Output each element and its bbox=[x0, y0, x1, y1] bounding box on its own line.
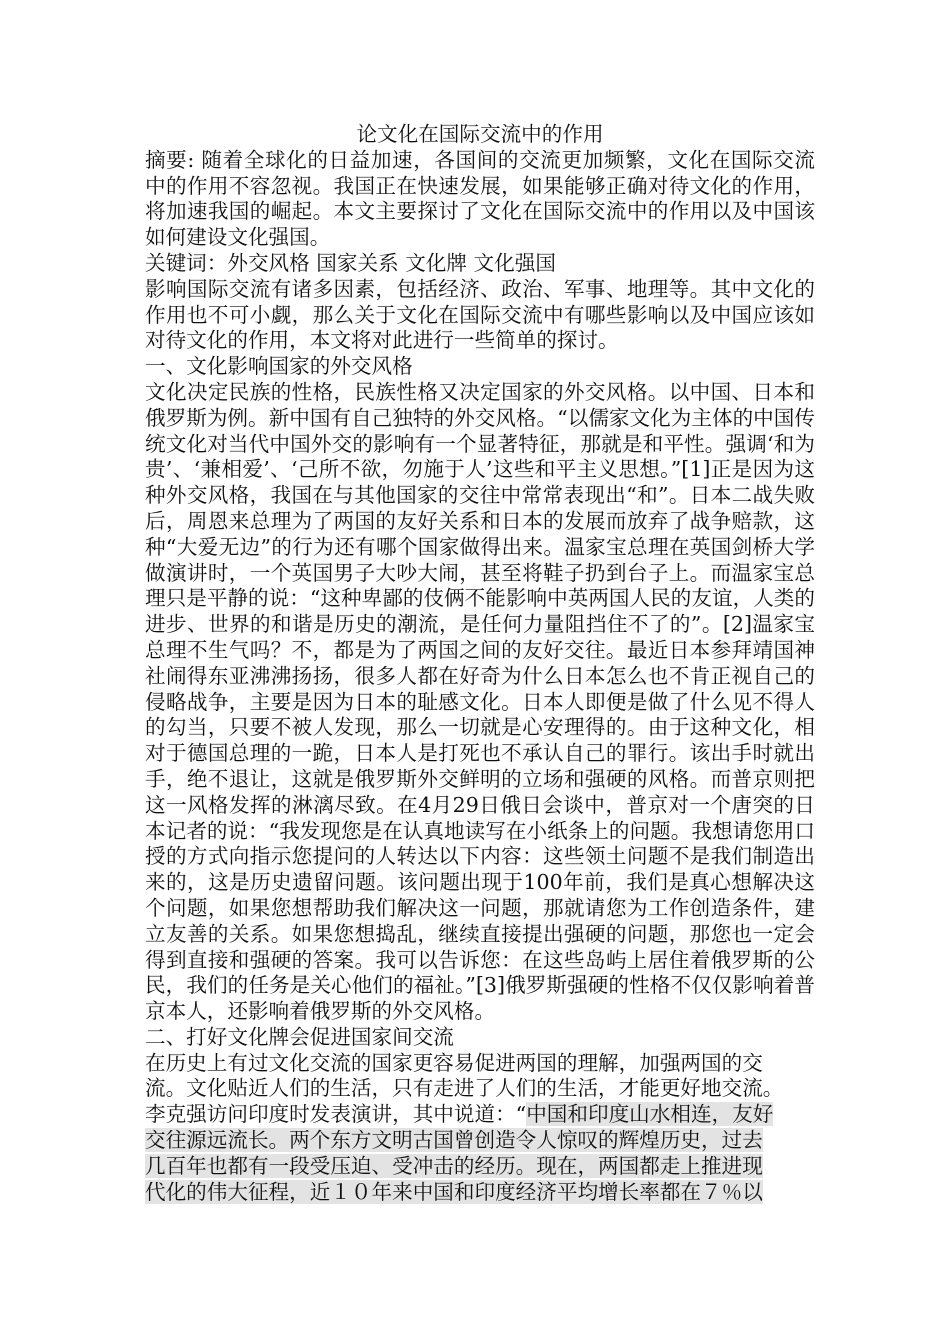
section2-quote-line bbox=[145, 1102, 815, 1128]
quote-intro: 李克强访问印度时发表演讲，其中说道：“ bbox=[145, 1102, 527, 1127]
highlighted-quote: 几百年也都有一段受压迫、受冲击的经历。现在，两国都走上推进现 bbox=[145, 1153, 763, 1178]
section2-heading: 二、打好文化牌会促进国家间交流 bbox=[145, 1024, 454, 1049]
section2-quote-line bbox=[145, 1154, 815, 1180]
section2-line: 在历史上有过文化交流的国家更容易促进两国的理解，加强两国的交 bbox=[145, 1050, 763, 1075]
section2-quote-line bbox=[145, 1180, 815, 1206]
section1-paragraph: 文化决定民族的性格，民族性格又决定国家的外交风格。以中国、日本和俄罗斯为例。新中国有自己独特的外交风格。“以儒家文化为主体的中国传统文化对当代中国外交的影响有一个显著特征，那就是和平性。强调‘和为贵’、‘兼相爱’、‘己所不欲，勿施于人’这些和平主义思想。”[1]正是因为这种外交风格，我国在与其他国家的交往中常常表现出“和”。日本二战失败后，周恩来总理为了两国的友好关系和日本的发展而放弃了战争赔款，这种“大爱无边”的行为还有哪个国家做得出来。温家宝总理在英国剑桥大学做演讲时，一个英国男子大吵大闹，甚至将鞋子扔到台子上。而温家宝总理只是平静的说：“这种卑鄙的伎俩不能影响中英两国人民的友谊，人类的进步、世界的和谐是历史的潮流，是任何力量阻挡住不了的”。[2]温家宝总理不生气吗？不，都是为了两国之间的友好交往。最近日本参拜靖国神社闹得东亚沸沸扬扬，很多人都在好奇为什么日本怎么也不肯正视自己的侵略战争，主要是因为日本的耻感文化。日本人即便是做了什么见不得人的勾当，只要不被人发现，那么一切就是心安理得的。由于这种文化，相对于德国总理的一跪，日本人是打死也不承认自己的罪行。该出手时就出手，绝不退让，这就是俄罗斯外交鲜明的立场和强硬的风格。而普京则把这一风格发挥的淋漓尽致。在4月29日俄日会谈中，普京对一个唐突的日本记者的说：“我发现您是在认真地读写在小纸条上的问题。我想请您用口授的方式向指示您提问的人转达以下内容：这些领土问题不是我们制造出来的，这是历史遗留问题。该问题出现于100年前，我们是真心想解决这个问题，如果您想帮助我们解决这一问题，那就请您为工作创造条件，建立友善的关系。如果您想捣乱，继续直接提出强硬的问题，那您也一定会得到直接和强硬的答案。我可以告诉您：在这些岛屿上居住着俄罗斯的公民，我们的任务是关心他们的福祉。”[3]俄罗斯强硬的性格不仅仅影响着普京本人，还影响着俄罗斯的外交风格。 bbox=[145, 379, 815, 1024]
intro-paragraph: 影响国际交流有诸多因素，包括经济、政治、军事、地理等。其中文化的作用也不可小觑，那么关于文化在国际交流中有哪些影响以及中国应该如对待文化的作用，本文将对此进行一些简单的探讨。 bbox=[145, 276, 815, 353]
section2-line: 流。文化贴近人们的生活，只有走进了人们的生活，才能更好地交流。 bbox=[145, 1076, 784, 1101]
abstract-paragraph: 摘要: 随着全球化的日益加速，各国间的交流更加频繁，文化在国际交流中的作用不容忽视。我国正在快速发展，如果能够正确对待文化的作用，将加速我国的崛起。本文主要探讨了文化在国际交流中的作用以及中国该如何建设文化强国。 bbox=[145, 147, 815, 250]
document-body bbox=[145, 122, 815, 1205]
page-title: 论文化在国际交流中的作用 bbox=[356, 122, 604, 146]
highlighted-quote: 中国和印度山水相连，友好 bbox=[526, 1102, 774, 1127]
highlighted-quote: 代化的伟大征程，近１０年来中国和印度经济平均增长率都在７％以 bbox=[145, 1179, 763, 1204]
keywords-line: 关键词：外交风格 国家关系 文化牌 文化强国 bbox=[145, 250, 556, 275]
highlighted-quote: 交往源远流长。两个东方文明古国曾创造令人惊叹的辉煌历史，过去 bbox=[145, 1128, 763, 1153]
section2-quote-line bbox=[145, 1128, 815, 1154]
section1-heading: 一、文化影响国家的外交风格 bbox=[145, 354, 413, 379]
